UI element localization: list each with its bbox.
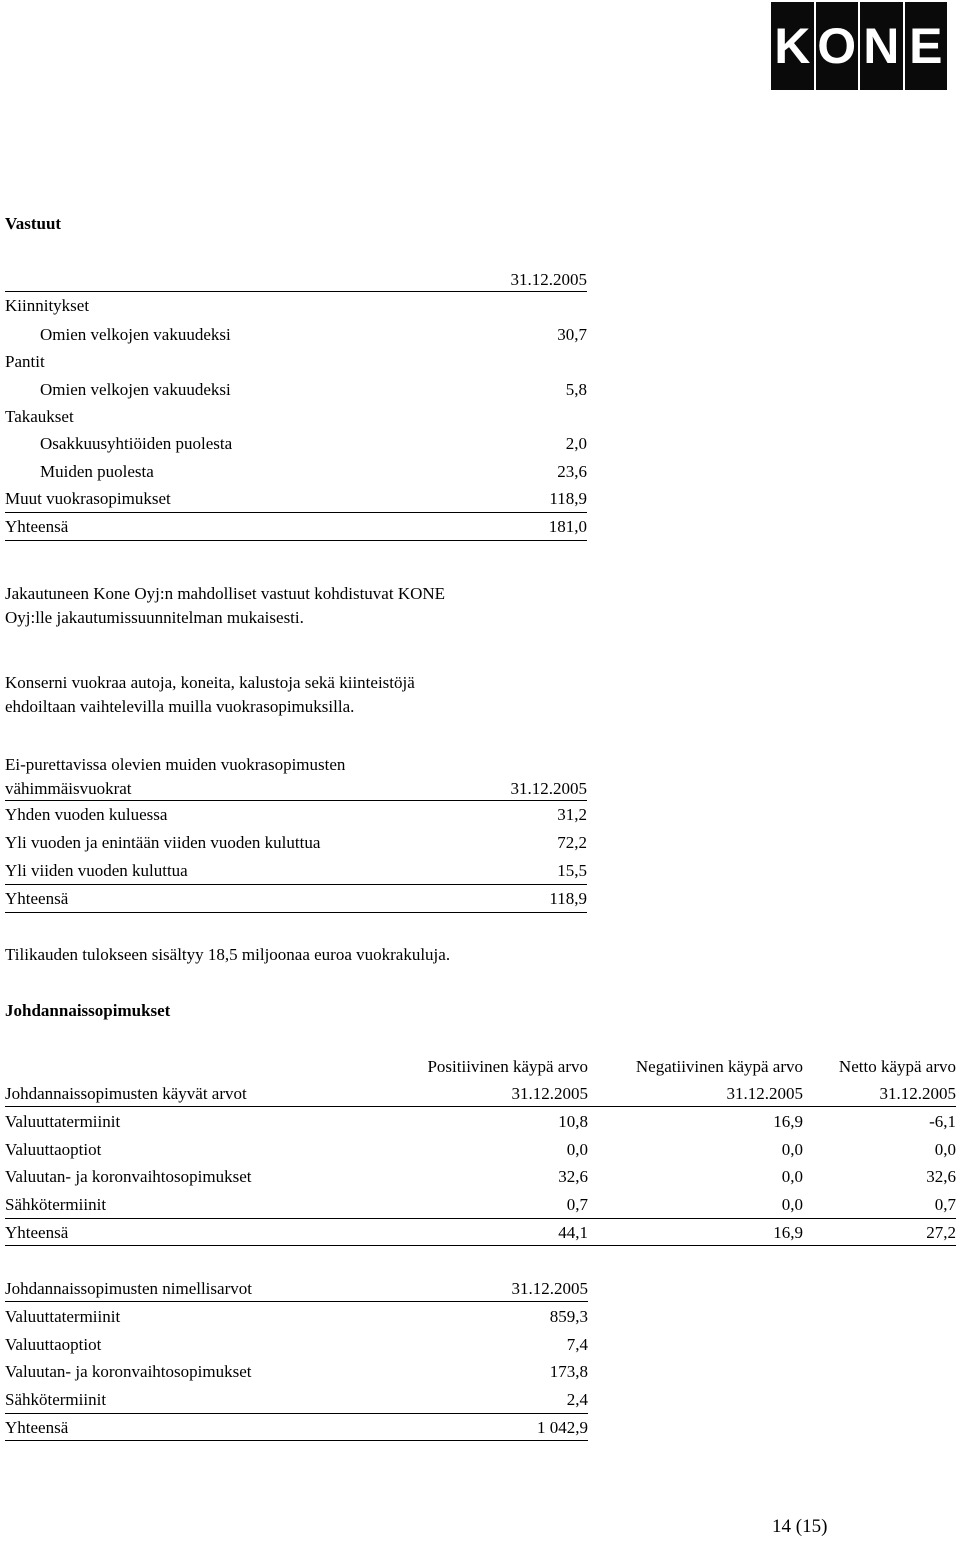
table-total-value: 44,1 xyxy=(558,1223,588,1242)
table-title: Johdannaissopimusten nimellisarvot xyxy=(5,1279,252,1298)
table-total-label: Yhteensä xyxy=(5,1223,69,1242)
table-row-label: Valuutan- ja koronvaihtosopimukset xyxy=(5,1362,252,1381)
table-row-label: Omien velkojen vakuudeksi xyxy=(40,380,231,399)
table-row-value: 859,3 xyxy=(549,1307,588,1326)
divider xyxy=(5,1301,588,1302)
table-row-value: 2,0 xyxy=(565,434,587,453)
table-row-label: Muiden puolesta xyxy=(40,462,154,481)
divider xyxy=(5,912,587,913)
page-number: 14 (15) xyxy=(772,1516,828,1537)
table-row-label: Yhden vuoden kuluessa xyxy=(5,805,168,824)
table-row-label: Yli vuoden ja enintään viiden vuoden kuluttua xyxy=(5,833,321,852)
divider xyxy=(5,540,587,541)
divider xyxy=(5,884,587,885)
divider xyxy=(5,1106,956,1107)
table-row-label: Kiinnitykset xyxy=(5,296,90,315)
table-row-value: 15,5 xyxy=(557,861,587,880)
logo-letter: N xyxy=(860,2,903,90)
table-cell: -6,1 xyxy=(929,1112,956,1131)
table-header: Ei-purettavissa olevien muiden vuokrasopimusten xyxy=(5,755,346,774)
table-row-label: Valuutan- ja koronvaihtosopimukset xyxy=(5,1167,252,1186)
table-total-value: 118,9 xyxy=(549,889,587,908)
table-row-value: 2,4 xyxy=(566,1390,588,1409)
table-total-label: Yhteensä xyxy=(5,889,69,908)
table-row-label: Yli viiden vuoden kuluttua xyxy=(5,861,188,880)
table-row-value: 30,7 xyxy=(557,325,587,344)
logo-letter: E xyxy=(905,2,948,90)
divider xyxy=(5,291,587,292)
table-cell: 0,0 xyxy=(566,1140,588,1159)
divider xyxy=(5,1440,588,1441)
divider xyxy=(5,512,587,513)
column-date: 31.12.2005 xyxy=(510,779,587,798)
table-row-value: 31,2 xyxy=(557,805,587,824)
table-cell: 0,7 xyxy=(934,1195,956,1214)
column-header: Negatiivinen käypä arvo xyxy=(635,1057,803,1076)
table-row-label: Omien velkojen vakuudeksi xyxy=(40,325,231,344)
paragraph-line: Oyj:lle jakautumissuunnitelman mukaisesti. xyxy=(5,608,304,627)
divider xyxy=(5,1218,956,1219)
table-cell: 0,0 xyxy=(781,1140,803,1159)
table-row-label: Osakkuusyhtiöiden puolesta xyxy=(40,434,233,453)
column-date: 31.12.2005 xyxy=(879,1084,956,1103)
table-total-value: 27,2 xyxy=(926,1223,956,1242)
table-cell: 0,7 xyxy=(566,1195,588,1214)
paragraph-line: Tilikauden tulokseen sisältyy 18,5 miljoonaa euroa vuokrakuluja. xyxy=(5,945,451,964)
column-date: 31.12.2005 xyxy=(511,1279,588,1298)
divider xyxy=(5,1245,956,1246)
table-cell: 0,0 xyxy=(781,1167,803,1186)
table-row-label: Sähkötermiinit xyxy=(5,1390,107,1409)
column-header: Positiivinen käypä arvo xyxy=(427,1057,588,1076)
table-row-value: 72,2 xyxy=(557,833,587,852)
column-date: 31.12.2005 xyxy=(511,1084,588,1103)
table-row-label: Pantit xyxy=(5,352,45,371)
table-row-value: 118,9 xyxy=(549,489,587,508)
column-date: 31.12.2005 xyxy=(726,1084,803,1103)
table-total-value: 16,9 xyxy=(773,1223,803,1242)
column-date: 31.12.2005 xyxy=(510,270,587,289)
table-row-label: Valuuttatermiinit xyxy=(5,1307,121,1326)
table-total-label: Yhteensä xyxy=(5,517,69,536)
table-header: vähimmäisvuokrat xyxy=(5,779,132,798)
section-heading-johdannaissopimukset: Johdannaissopimukset xyxy=(5,1001,171,1020)
table-row-label: Sähkötermiinit xyxy=(5,1195,107,1214)
table-cell: 32,6 xyxy=(926,1167,956,1186)
table-cell: 32,6 xyxy=(558,1167,588,1186)
section-heading-vastuut: Vastuut xyxy=(5,214,62,233)
table-cell: 16,9 xyxy=(773,1112,803,1131)
paragraph-line: ehdoiltaan vaihtelevilla muilla vuokrasopimuksilla. xyxy=(5,697,355,716)
table-cell: 0,0 xyxy=(781,1195,803,1214)
table-cell: 10,8 xyxy=(558,1112,588,1131)
table-row-label: Valuuttatermiinit xyxy=(5,1112,121,1131)
table-total-value: 181,0 xyxy=(548,517,587,536)
divider xyxy=(5,1413,588,1414)
divider xyxy=(5,800,587,801)
table-row-label: Valuuttaoptiot xyxy=(5,1140,102,1159)
column-header: Netto käypä arvo xyxy=(838,1057,956,1076)
logo-letter: K xyxy=(771,2,814,90)
logo-letter: O xyxy=(816,2,859,90)
paragraph-line: Jakautuneen Kone Oyj:n mahdolliset vastuut kohdistuvat KONE xyxy=(5,584,446,603)
kone-logo xyxy=(771,2,947,90)
table-row-value: 23,6 xyxy=(557,462,587,481)
table-title: Johdannaissopimusten käyvät arvot xyxy=(5,1084,247,1103)
table-row-label: Valuuttaoptiot xyxy=(5,1335,102,1354)
table-total-value: 1 042,9 xyxy=(537,1418,588,1437)
table-row-label: Muut vuokrasopimukset xyxy=(5,489,171,508)
table-total-label: Yhteensä xyxy=(5,1418,69,1437)
table-cell: 0,0 xyxy=(934,1140,956,1159)
table-row-label: Takaukset xyxy=(5,407,74,426)
table-row-value: 5,8 xyxy=(565,380,587,399)
paragraph-line: Konserni vuokraa autoja, koneita, kalustoja sekä kiinteistöjä xyxy=(5,673,415,692)
table-row-value: 173,8 xyxy=(549,1362,588,1381)
table-row-value: 7,4 xyxy=(566,1335,588,1354)
